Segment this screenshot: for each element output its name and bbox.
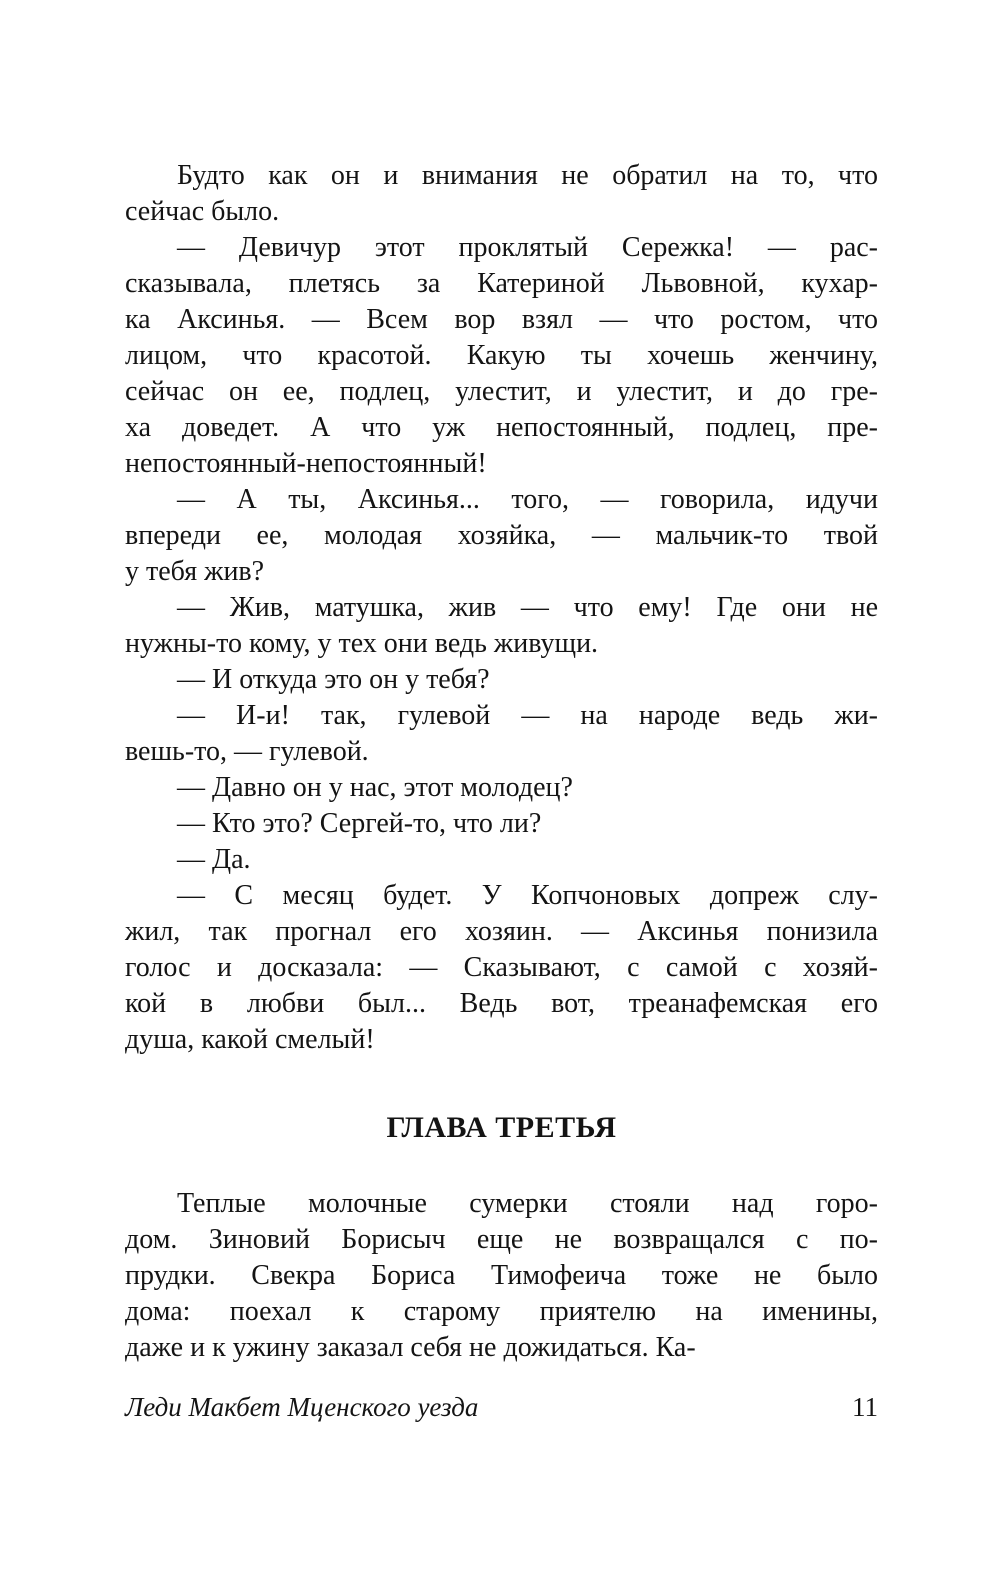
paragraph bbox=[125, 590, 878, 662]
paragraph-line: непостоянный-непостоянный! bbox=[125, 448, 487, 479]
paragraph-line: дом. Зиновий Борисыч еще не возвращался с по- bbox=[125, 1224, 878, 1255]
paragraph-line: — И откуда это он у тебя? bbox=[177, 664, 490, 695]
paragraph-line: — Кто это? Сергей-то, что ли? bbox=[177, 808, 542, 839]
chapter-heading: ГЛАВА ТРЕТЬЯ bbox=[386, 1111, 617, 1144]
paragraph-line: — И-и! так, гулевой — на народе ведь жи- bbox=[177, 700, 878, 731]
paragraph-line: впереди ее, молодая хозяйка, — мальчик-то твой bbox=[125, 520, 878, 551]
paragraph-line: — Давно он у нас, этот молодец? bbox=[177, 772, 573, 803]
paragraph-line: душа, какой смелый! bbox=[125, 1024, 375, 1055]
paragraph bbox=[125, 1186, 878, 1366]
paragraph-line: сказывала, плетясь за Катериной Львовной, кухар- bbox=[125, 268, 878, 299]
paragraph bbox=[125, 806, 878, 842]
paragraph-line: — А ты, Аксинья... того, — говорила, идучи bbox=[177, 484, 878, 515]
paragraph-line: сейчас было. bbox=[125, 196, 280, 227]
paragraph bbox=[125, 770, 878, 806]
paragraph-line: голос и досказала: — Сказывают, с самой с хозяй- bbox=[125, 952, 878, 983]
paragraph-line: — С месяц будет. У Копчоновых допреж слу- bbox=[177, 880, 878, 911]
paragraph-line: прудки. Свекра Бориса Тимофеича тоже не было bbox=[125, 1260, 878, 1291]
paragraph bbox=[125, 662, 878, 698]
paragraph-line: нужны-то кому, у тех они ведь живущи. bbox=[125, 628, 599, 659]
paragraph-line: вешь-то, — гулевой. bbox=[125, 736, 369, 767]
paragraph-line: сейчас он ее, подлец, улестит, и улестит, и до гре- bbox=[125, 376, 878, 407]
paragraph-line: Будто как он и внимания не обратил на то, что bbox=[177, 160, 878, 191]
paragraph bbox=[125, 878, 878, 1058]
paragraph bbox=[125, 698, 878, 770]
paragraph bbox=[125, 842, 878, 878]
paragraph-line: у тебя жив? bbox=[125, 556, 265, 587]
paragraph-line: Теплые молочные сумерки стояли над горо- bbox=[177, 1188, 878, 1219]
text-block bbox=[125, 158, 878, 1366]
paragraph-line: — Да. bbox=[177, 844, 251, 875]
paragraph bbox=[125, 482, 878, 590]
paragraph-line: кой в любви был... Ведь вот, треанафемская его bbox=[125, 988, 878, 1019]
paragraph-line: даже и к ужину заказал себя не дожидаться. Ка- bbox=[125, 1332, 696, 1363]
paragraph-line: дома: поехал к старому приятелю на именины, bbox=[125, 1296, 878, 1327]
footer-book-title: Леди Макбет Мценского уезда bbox=[125, 1392, 479, 1422]
paragraph-line: — Девичур этот проклятый Сережка! — рас- bbox=[177, 232, 878, 263]
paragraph bbox=[125, 158, 878, 230]
paragraph-line: лицом, что красотой. Какую ты хочешь женчину, bbox=[125, 340, 878, 371]
paragraph-line: ка Аксинья. — Всем вор взял — что ростом, что bbox=[125, 304, 878, 335]
page-number: 11 bbox=[852, 1392, 878, 1422]
paragraph-line: ха доведет. А что уж непостоянный, подлец, пре- bbox=[125, 412, 878, 443]
paragraph-line: — Жив, матушка, жив — что ему! Где они не bbox=[177, 592, 878, 623]
paragraph bbox=[125, 230, 878, 482]
paragraph-line: жил, так прогнал его хозяин. — Аксинья понизила bbox=[125, 916, 878, 947]
page-footer bbox=[125, 1390, 878, 1424]
